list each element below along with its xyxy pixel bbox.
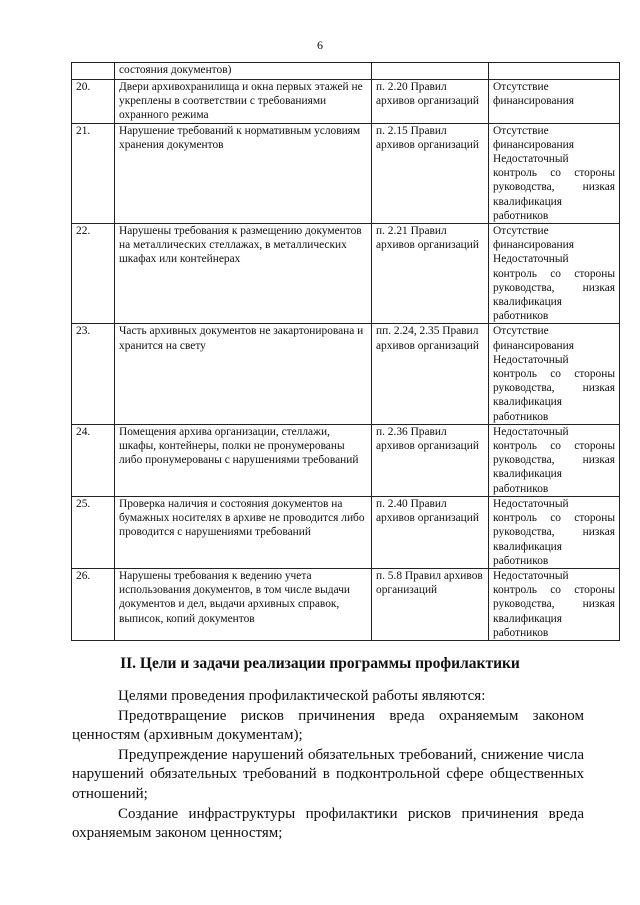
cause-line: Отсутствие — [493, 81, 549, 93]
cause-word: контроль — [493, 167, 537, 180]
page-number: 6 — [317, 38, 323, 52]
cause-word: низкая — [582, 382, 615, 395]
cause-word: контроль — [493, 512, 537, 525]
cause-line: квалификация — [493, 296, 563, 309]
cause-line — [493, 381, 615, 395]
cause-word: контроль — [493, 584, 537, 597]
cause-word: со — [550, 512, 562, 525]
cause-word: со — [550, 167, 562, 180]
table-row — [72, 80, 620, 124]
cause-line — [493, 281, 615, 295]
cause-word: контроль — [493, 267, 537, 280]
violation-cause-cell — [489, 80, 620, 124]
cause-word: стороны — [574, 584, 615, 597]
violation-cause-cell — [489, 324, 620, 424]
cause-line: квалификация — [493, 540, 563, 553]
cause-word: низкая — [582, 598, 615, 611]
cause-line — [493, 367, 615, 381]
violation-description-cell: Нарушены требования к ведению учета использования документов, в том числе выдачи документов и дел, выдачи архивных справок, выписок, копий документов — [115, 568, 372, 640]
row-number-cell: 23. — [72, 324, 115, 424]
cause-word: руководства, — [493, 454, 555, 467]
cause-word: со — [550, 267, 562, 280]
cause-line: квалификация — [493, 396, 563, 409]
table-row — [72, 123, 620, 223]
cause-word: стороны — [574, 267, 615, 280]
rule-reference-cell: пп. 2.24, 2.35 Правил архивов организаций — [372, 324, 489, 424]
cause-line: работников — [493, 554, 549, 567]
cause-word: руководства, — [493, 181, 555, 194]
cause-word: низкая — [582, 526, 615, 539]
row-number-cell: 22. — [72, 224, 115, 324]
violation-cause-cell — [489, 496, 620, 568]
cause-word: руководства, — [493, 281, 555, 294]
violation-description-cell: Нарушены требования к размещению документов на металлических стеллажах, в металлических шкафах или контейнерах — [115, 224, 372, 324]
row-number-cell: 24. — [72, 424, 115, 496]
table-row — [72, 424, 620, 496]
cause-word: со — [550, 368, 562, 381]
cause-line: Отсутствие — [493, 124, 549, 137]
cause-line — [493, 267, 615, 281]
cause-line: работников — [493, 209, 549, 222]
table-row — [72, 496, 620, 568]
table-row — [72, 63, 620, 80]
violation-cause-cell — [489, 568, 620, 640]
cause-line: финансирования — [493, 239, 574, 252]
cause-line: финансирования — [493, 339, 574, 352]
cause-line: работников — [493, 626, 549, 639]
table-row — [72, 324, 620, 424]
rule-reference-cell: п. 2.40 Правил архивов организаций — [372, 496, 489, 568]
row-number-cell: 20. — [72, 80, 115, 124]
cause-line: Недостаточный — [493, 253, 569, 266]
rule-reference-cell: п. 5.8 Правил архивов организаций — [372, 568, 489, 640]
cause-line — [493, 453, 615, 467]
cause-line — [493, 597, 615, 611]
cause-word: стороны — [574, 167, 615, 180]
cause-line: квалификация — [493, 468, 563, 481]
paragraph-prevent-violations: Предупреждение нарушений обязательных требований, снижение числа нарушений обязательных требований в подконтрольной сфере общественных отношений; — [72, 746, 584, 802]
cause-line: Недостаточный — [493, 569, 569, 582]
paragraph-goals-intro: Целями проведения профилактической работы являются: — [118, 688, 486, 704]
cause-word: руководства, — [493, 598, 555, 611]
table-row — [72, 568, 620, 640]
cause-word: со — [550, 584, 562, 597]
cause-word: контроль — [493, 440, 537, 453]
cause-line: Недостаточный — [493, 353, 569, 366]
cause-line: Отсутствие — [493, 325, 549, 338]
cause-line — [493, 525, 615, 539]
rule-reference-cell: п. 2.21 Правил архивов организаций — [372, 224, 489, 324]
cause-word: стороны — [574, 440, 615, 453]
cause-line: Отсутствие — [493, 225, 549, 238]
violation-cause-cell — [489, 63, 620, 80]
cause-word: низкая — [582, 181, 615, 194]
cause-word: стороны — [574, 368, 615, 381]
violation-description-cell: Помещения архива организации, стеллажи, шкафы, контейнеры, полки не пронумерованы либо пронумерованы с нарушениями требований — [115, 424, 372, 496]
row-number-cell: 25. — [72, 496, 115, 568]
cause-line: работников — [493, 482, 549, 495]
violation-cause-cell — [489, 123, 620, 223]
cause-line: работников — [493, 410, 549, 423]
cause-line: финансирования — [493, 138, 574, 151]
cause-line — [493, 583, 615, 597]
violations-table-body — [72, 63, 620, 641]
rule-reference-cell: п. 2.20 Правил архивов организаций — [372, 80, 489, 124]
row-number-cell — [72, 63, 115, 80]
row-number-cell: 26. — [72, 568, 115, 640]
violation-cause-cell — [489, 424, 620, 496]
section-body — [72, 687, 584, 844]
rule-reference-cell: п. 2.36 Правил архивов организаций — [372, 424, 489, 496]
cause-line: Недостаточный — [493, 497, 569, 510]
violation-description-cell: состояния документов) — [115, 63, 372, 80]
cause-line — [493, 180, 615, 194]
paragraph-infrastructure: Создание инфраструктуры профилактики рисков причинения вреда охраняемым законом ценностям; — [72, 805, 584, 842]
rule-reference-cell: п. 2.15 Правил архивов организаций — [372, 123, 489, 223]
table-row — [72, 224, 620, 324]
rule-reference-cell — [372, 63, 489, 80]
cause-word: стороны — [574, 512, 615, 525]
cause-line — [493, 511, 615, 525]
cause-word: контроль — [493, 368, 537, 381]
cause-word: руководства, — [493, 526, 555, 539]
cause-line: Недостаточный — [493, 425, 569, 438]
cause-line: работников — [493, 310, 549, 323]
cause-line: финансирования — [493, 95, 574, 108]
violation-description-cell: Двери архивохранилища и окна первых этажей не укреплены в соответствии с требованиями охранного режима — [115, 80, 372, 124]
cause-line: квалификация — [493, 612, 563, 625]
cause-word: руководства, — [493, 382, 555, 395]
cause-line: Недостаточный — [493, 153, 569, 166]
violation-description-cell: Часть архивных документов не закартонирована и хранится на свету — [115, 324, 372, 424]
violation-description-cell: Нарушение требований к нормативным условиям хранения документов — [115, 123, 372, 223]
cause-line: квалификация — [493, 195, 563, 208]
cause-word: низкая — [582, 281, 615, 294]
paragraph-prevent-risks: Предотвращение рисков причинения вреда охраняемым законом ценностям (архивным документам); — [72, 707, 584, 744]
row-number-cell: 21. — [72, 123, 115, 223]
violation-cause-cell — [489, 224, 620, 324]
cause-word: низкая — [582, 454, 615, 467]
cause-line — [493, 439, 615, 453]
cause-line — [493, 166, 615, 180]
section-heading: II. Цели и задачи реализации программы профилактики — [120, 655, 520, 672]
violation-description-cell: Проверка наличия и состояния документов на бумажных носителях в архиве не проводится либо проводится с нарушениями требований — [115, 496, 372, 568]
violations-table — [71, 62, 620, 641]
cause-word: со — [550, 440, 562, 453]
